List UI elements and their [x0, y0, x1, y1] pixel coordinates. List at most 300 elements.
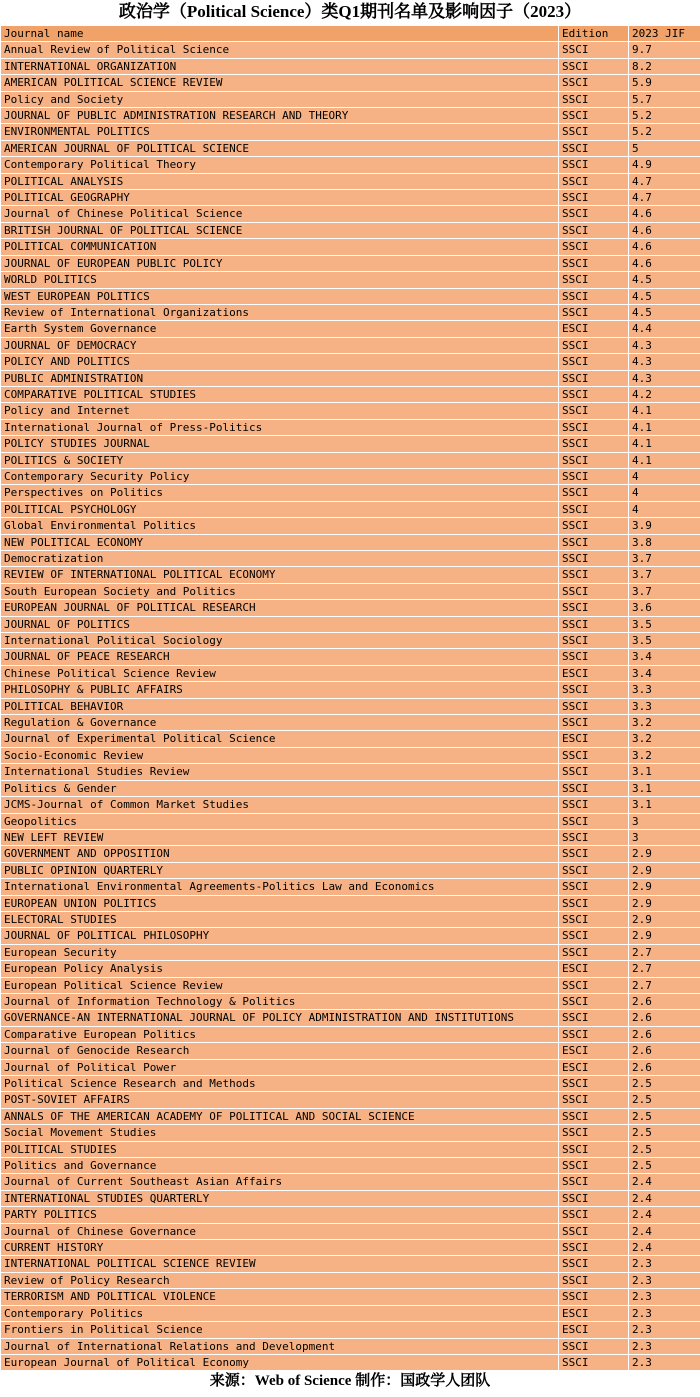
jif-cell: 3.2: [629, 748, 700, 763]
table-row: [1, 994, 700, 1009]
edition-cell: SSCI: [559, 1027, 628, 1042]
journal-name-cell: ELECTORAL STUDIES: [1, 912, 558, 927]
jif-cell: 2.4: [629, 1224, 700, 1239]
table-row: [1, 896, 700, 911]
jif-cell: 4.6: [629, 206, 700, 221]
journal-name-cell: PARTY POLITICS: [1, 1207, 558, 1222]
journal-name-cell: Earth System Governance: [1, 321, 558, 336]
journal-name-cell: European Political Science Review: [1, 978, 558, 993]
edition-cell: SSCI: [559, 190, 628, 205]
table-row: [1, 1355, 700, 1370]
page-title: 政治学（Political Science）类Q1期刊名单及影响因子（2023）: [118, 2, 582, 21]
edition-cell: SSCI: [559, 1355, 628, 1370]
table-row: [1, 764, 700, 779]
jif-cell: 4.7: [629, 174, 700, 189]
journal-name-cell: Journal of Genocide Research: [1, 1043, 558, 1058]
jif-cell: 2.9: [629, 912, 700, 927]
jif-cell: 3: [629, 814, 700, 829]
journal-name-cell: JOURNAL OF DEMOCRACY: [1, 338, 558, 353]
jif-cell: 3.9: [629, 518, 700, 533]
edition-cell: SSCI: [559, 1224, 628, 1239]
table-row: [1, 1043, 700, 1058]
journal-name-cell: CURRENT HISTORY: [1, 1240, 558, 1255]
table-row: [1, 272, 700, 287]
table-row: [1, 1060, 700, 1075]
edition-cell: SSCI: [559, 1174, 628, 1189]
journal-name-cell: Comparative European Politics: [1, 1027, 558, 1042]
journal-name-cell: BRITISH JOURNAL OF POLITICAL SCIENCE: [1, 223, 558, 238]
edition-cell: SSCI: [559, 141, 628, 156]
table-row: [1, 928, 700, 943]
edition-cell: SSCI: [559, 305, 628, 320]
edition-cell: SSCI: [559, 354, 628, 369]
jif-cell: 2.4: [629, 1191, 700, 1206]
jif-cell: 2.3: [629, 1339, 700, 1354]
table-header-row: [1, 26, 700, 41]
jif-cell: 4.5: [629, 305, 700, 320]
jif-cell: 2.6: [629, 1027, 700, 1042]
journal-name-cell: Review of Policy Research: [1, 1273, 558, 1288]
jif-cell: 4.3: [629, 338, 700, 353]
jif-cell: 3.2: [629, 731, 700, 746]
edition-cell: SSCI: [559, 502, 628, 517]
jif-cell: 2.4: [629, 1174, 700, 1189]
jif-cell: 3.4: [629, 666, 700, 681]
edition-cell: SSCI: [559, 223, 628, 238]
edition-cell: SSCI: [559, 879, 628, 894]
table-row: [1, 731, 700, 746]
jif-cell: 3: [629, 830, 700, 845]
table-row: [1, 1109, 700, 1124]
jif-cell: 2.4: [629, 1207, 700, 1222]
edition-cell: SSCI: [559, 420, 628, 435]
table-row: [1, 699, 700, 714]
jif-cell: 2.5: [629, 1109, 700, 1124]
edition-cell: SSCI: [559, 1125, 628, 1140]
journal-name-cell: Journal of Political Power: [1, 1060, 558, 1075]
journal-name-cell: International Studies Review: [1, 764, 558, 779]
jif-cell: 2.5: [629, 1142, 700, 1157]
journal-name-cell: Chinese Political Science Review: [1, 666, 558, 681]
edition-cell: SSCI: [559, 453, 628, 468]
journal-name-cell: POLITICAL COMMUNICATION: [1, 239, 558, 254]
table-row: [1, 1191, 700, 1206]
journal-name-cell: PUBLIC OPINION QUARTERLY: [1, 863, 558, 878]
edition-cell: ESCI: [559, 1322, 628, 1337]
jif-cell: 5.2: [629, 124, 700, 139]
edition-cell: SSCI: [559, 387, 628, 402]
jif-cell: 4.1: [629, 436, 700, 451]
journal-name-cell: Contemporary Politics: [1, 1306, 558, 1321]
table-row: [1, 961, 700, 976]
journal-name-cell: POLITICAL BEHAVIOR: [1, 699, 558, 714]
edition-cell: SSCI: [559, 338, 628, 353]
edition-cell: SSCI: [559, 272, 628, 287]
jif-cell: 2.4: [629, 1240, 700, 1255]
edition-cell: SSCI: [559, 124, 628, 139]
journal-name-cell: INTERNATIONAL ORGANIZATION: [1, 59, 558, 74]
jif-cell: 3.8: [629, 535, 700, 550]
edition-cell: SSCI: [559, 912, 628, 927]
edition-cell: ESCI: [559, 666, 628, 681]
table-row: [1, 223, 700, 238]
table-row: [1, 420, 700, 435]
journal-name-cell: Review of International Organizations: [1, 305, 558, 320]
jif-cell: 2.3: [629, 1322, 700, 1337]
edition-cell: SSCI: [559, 1158, 628, 1173]
table-row: [1, 469, 700, 484]
table-row: [1, 1092, 700, 1107]
jif-cell: 2.6: [629, 1060, 700, 1075]
jif-cell: 2.9: [629, 846, 700, 861]
edition-cell: SSCI: [559, 1273, 628, 1288]
table-row: [1, 518, 700, 533]
jif-cell: 4: [629, 469, 700, 484]
table-row: [1, 206, 700, 221]
column-header-edition: Edition: [559, 26, 628, 41]
journal-name-cell: Policy and Internet: [1, 403, 558, 418]
jif-cell: 2.9: [629, 928, 700, 943]
journal-name-cell: POLITICS & SOCIETY: [1, 453, 558, 468]
jif-cell: 2.5: [629, 1076, 700, 1091]
edition-cell: SSCI: [559, 945, 628, 960]
table-row: [1, 1174, 700, 1189]
table-row: [1, 485, 700, 500]
jif-cell: 4.2: [629, 387, 700, 402]
table-row: [1, 1339, 700, 1354]
journal-name-cell: WORLD POLITICS: [1, 272, 558, 287]
journal-name-cell: Frontiers in Political Science: [1, 1322, 558, 1337]
table-row: [1, 715, 700, 730]
jif-cell: 3.3: [629, 682, 700, 697]
journal-name-cell: Social Movement Studies: [1, 1125, 558, 1140]
jif-cell: 4.3: [629, 354, 700, 369]
journal-name-cell: AMERICAN POLITICAL SCIENCE REVIEW: [1, 75, 558, 90]
edition-cell: SSCI: [559, 617, 628, 632]
edition-cell: SSCI: [559, 584, 628, 599]
journal-name-cell: EUROPEAN UNION POLITICS: [1, 896, 558, 911]
journal-name-cell: POLITICAL STUDIES: [1, 1142, 558, 1157]
edition-cell: SSCI: [559, 469, 628, 484]
edition-cell: SSCI: [559, 764, 628, 779]
table-row: [1, 75, 700, 90]
journal-name-cell: ANNALS OF THE AMERICAN ACADEMY OF POLITICAL AND SOCIAL SCIENCE: [1, 1109, 558, 1124]
jif-cell: 3.7: [629, 551, 700, 566]
edition-cell: SSCI: [559, 42, 628, 57]
edition-cell: ESCI: [559, 1060, 628, 1075]
jif-cell: 5.7: [629, 92, 700, 107]
journal-name-cell: JOURNAL OF PEACE RESEARCH: [1, 649, 558, 664]
jif-cell: 4.6: [629, 223, 700, 238]
table-row: [1, 92, 700, 107]
jif-cell: 2.5: [629, 1125, 700, 1140]
edition-cell: SSCI: [559, 436, 628, 451]
journal-name-cell: Annual Review of Political Science: [1, 42, 558, 57]
edition-cell: SSCI: [559, 748, 628, 763]
journal-name-cell: JOURNAL OF EUROPEAN PUBLIC POLICY: [1, 256, 558, 271]
jif-cell: 8.2: [629, 59, 700, 74]
edition-cell: SSCI: [559, 92, 628, 107]
journal-name-cell: AMERICAN JOURNAL OF POLITICAL SCIENCE: [1, 141, 558, 156]
journal-name-cell: European Policy Analysis: [1, 961, 558, 976]
table-row: [1, 190, 700, 205]
jif-cell: 4.1: [629, 453, 700, 468]
table-row: [1, 174, 700, 189]
journal-name-cell: WEST EUROPEAN POLITICS: [1, 289, 558, 304]
journal-name-cell: POST-SOVIET AFFAIRS: [1, 1092, 558, 1107]
edition-cell: SSCI: [559, 403, 628, 418]
edition-cell: ESCI: [559, 1306, 628, 1321]
journal-name-cell: POLICY AND POLITICS: [1, 354, 558, 369]
table-row: [1, 846, 700, 861]
jif-cell: 2.6: [629, 1043, 700, 1058]
edition-cell: SSCI: [559, 1289, 628, 1304]
journal-name-cell: South European Society and Politics: [1, 584, 558, 599]
edition-cell: SSCI: [559, 830, 628, 845]
edition-cell: SSCI: [559, 649, 628, 664]
table-row: [1, 157, 700, 172]
edition-cell: SSCI: [559, 1092, 628, 1107]
table-row: [1, 371, 700, 386]
journal-name-cell: INTERNATIONAL STUDIES QUARTERLY: [1, 1191, 558, 1206]
jif-cell: 2.5: [629, 1158, 700, 1173]
table-row: [1, 305, 700, 320]
journal-name-cell: ENVIRONMENTAL POLITICS: [1, 124, 558, 139]
journal-table-body: [1, 42, 700, 1370]
edition-cell: SSCI: [559, 600, 628, 615]
edition-cell: SSCI: [559, 59, 628, 74]
jif-cell: 2.9: [629, 879, 700, 894]
table-row: [1, 600, 700, 615]
jif-cell: 9.7: [629, 42, 700, 57]
journal-name-cell: Journal of Experimental Political Science: [1, 731, 558, 746]
jif-cell: 3.2: [629, 715, 700, 730]
journal-name-cell: COMPARATIVE POLITICAL STUDIES: [1, 387, 558, 402]
edition-cell: SSCI: [559, 633, 628, 648]
jif-cell: 3.1: [629, 781, 700, 796]
edition-cell: SSCI: [559, 699, 628, 714]
jif-cell: 2.3: [629, 1355, 700, 1370]
edition-cell: SSCI: [559, 239, 628, 254]
jif-cell: 2.3: [629, 1289, 700, 1304]
jif-cell: 2.7: [629, 945, 700, 960]
journal-name-cell: JOURNAL OF PUBLIC ADMINISTRATION RESEARCH AND THEORY: [1, 108, 558, 123]
jif-cell: 4.5: [629, 289, 700, 304]
journal-name-cell: POLITICAL PSYCHOLOGY: [1, 502, 558, 517]
journal-name-cell: POLITICAL ANALYSIS: [1, 174, 558, 189]
edition-cell: SSCI: [559, 846, 628, 861]
table-row: [1, 649, 700, 664]
table-row: [1, 912, 700, 927]
edition-cell: SSCI: [559, 535, 628, 550]
edition-cell: SSCI: [559, 157, 628, 172]
jif-cell: 4: [629, 485, 700, 500]
edition-cell: SSCI: [559, 863, 628, 878]
edition-cell: SSCI: [559, 108, 628, 123]
edition-cell: SSCI: [559, 1010, 628, 1025]
table-row: [1, 863, 700, 878]
journal-name-cell: European Journal of Political Economy: [1, 1355, 558, 1370]
table-row: [1, 1256, 700, 1271]
table-row: [1, 141, 700, 156]
jif-cell: 2.6: [629, 994, 700, 1009]
edition-cell: ESCI: [559, 321, 628, 336]
edition-cell: SSCI: [559, 896, 628, 911]
journal-name-cell: POLITICAL GEOGRAPHY: [1, 190, 558, 205]
table-row: [1, 1207, 700, 1222]
jif-cell: 2.6: [629, 1010, 700, 1025]
jif-cell: 2.3: [629, 1256, 700, 1271]
journal-name-cell: Journal of International Relations and Development: [1, 1339, 558, 1354]
jif-cell: 4.6: [629, 239, 700, 254]
journal-name-cell: POLICY STUDIES JOURNAL: [1, 436, 558, 451]
journal-name-cell: PHILOSOPHY & PUBLIC AFFAIRS: [1, 682, 558, 697]
edition-cell: SSCI: [559, 1339, 628, 1354]
edition-cell: ESCI: [559, 731, 628, 746]
journal-name-cell: Perspectives on Politics: [1, 485, 558, 500]
table-row: [1, 1158, 700, 1173]
journal-name-cell: Journal of Chinese Governance: [1, 1224, 558, 1239]
journal-name-cell: JOURNAL OF POLITICS: [1, 617, 558, 632]
column-header-journal-name: Journal name: [1, 26, 558, 41]
table-row: [1, 978, 700, 993]
jif-cell: 3.4: [629, 649, 700, 664]
edition-cell: SSCI: [559, 928, 628, 943]
jif-cell: 2.7: [629, 961, 700, 976]
journal-name-cell: International Political Sociology: [1, 633, 558, 648]
table-row: [1, 1322, 700, 1337]
jif-cell: 4.4: [629, 321, 700, 336]
journal-name-cell: NEW POLITICAL ECONOMY: [1, 535, 558, 550]
edition-cell: SSCI: [559, 994, 628, 1009]
table-row: [1, 879, 700, 894]
journal-name-cell: European Security: [1, 945, 558, 960]
edition-cell: ESCI: [559, 961, 628, 976]
journal-name-cell: PUBLIC ADMINISTRATION: [1, 371, 558, 386]
table-row: [1, 124, 700, 139]
edition-cell: SSCI: [559, 256, 628, 271]
journal-name-cell: Contemporary Political Theory: [1, 157, 558, 172]
table-row: [1, 682, 700, 697]
journal-name-cell: EUROPEAN JOURNAL OF POLITICAL RESEARCH: [1, 600, 558, 615]
journal-name-cell: Regulation & Governance: [1, 715, 558, 730]
jif-cell: 3.5: [629, 633, 700, 648]
journal-name-cell: Journal of Current Southeast Asian Affairs: [1, 1174, 558, 1189]
journal-name-cell: Democratization: [1, 551, 558, 566]
table-row: [1, 551, 700, 566]
journal-name-cell: Contemporary Security Policy: [1, 469, 558, 484]
jif-cell: 4.1: [629, 403, 700, 418]
table-row: [1, 666, 700, 681]
journal-name-cell: Political Science Research and Methods: [1, 1076, 558, 1091]
journal-name-cell: Socio-Economic Review: [1, 748, 558, 763]
table-row: [1, 781, 700, 796]
journal-name-cell: JOURNAL OF POLITICAL PHILOSOPHY: [1, 928, 558, 943]
table-row: [1, 535, 700, 550]
table-row: [1, 1027, 700, 1042]
jif-cell: 4.5: [629, 272, 700, 287]
table-row: [1, 42, 700, 57]
table-row: [1, 436, 700, 451]
journal-name-cell: Geopolitics: [1, 814, 558, 829]
jif-cell: 4.9: [629, 157, 700, 172]
table-row: [1, 1289, 700, 1304]
jif-cell: 3.6: [629, 600, 700, 615]
jif-cell: 3.7: [629, 567, 700, 582]
table-row: [1, 830, 700, 845]
table-row: [1, 239, 700, 254]
table-row: [1, 1224, 700, 1239]
journal-name-cell: REVIEW OF INTERNATIONAL POLITICAL ECONOMY: [1, 567, 558, 582]
jif-cell: 3.7: [629, 584, 700, 599]
jif-cell: 4.7: [629, 190, 700, 205]
journal-name-cell: NEW LEFT REVIEW: [1, 830, 558, 845]
edition-cell: SSCI: [559, 1256, 628, 1271]
table-row: [1, 945, 700, 960]
table-row: [1, 1142, 700, 1157]
table-row: [1, 387, 700, 402]
table-row: [1, 289, 700, 304]
table-row: [1, 1010, 700, 1025]
table-row: [1, 567, 700, 582]
table-row: [1, 1306, 700, 1321]
table-row: [1, 584, 700, 599]
table-row: [1, 814, 700, 829]
edition-cell: SSCI: [559, 1076, 628, 1091]
journal-name-cell: International Environmental Agreements-Politics Law and Economics: [1, 879, 558, 894]
jif-cell: 3.3: [629, 699, 700, 714]
column-header-2023-jif: 2023 JIF: [629, 26, 700, 41]
jif-cell: 5.2: [629, 108, 700, 123]
table-row: [1, 748, 700, 763]
table-row: [1, 256, 700, 271]
jif-cell: 3.5: [629, 617, 700, 632]
edition-cell: SSCI: [559, 289, 628, 304]
edition-cell: SSCI: [559, 1191, 628, 1206]
jif-cell: 2.9: [629, 896, 700, 911]
jif-cell: 4.3: [629, 371, 700, 386]
table-row: [1, 633, 700, 648]
edition-cell: SSCI: [559, 797, 628, 812]
jif-cell: 3.1: [629, 797, 700, 812]
journal-name-cell: Global Environmental Politics: [1, 518, 558, 533]
journal-name-cell: Politics & Gender: [1, 781, 558, 796]
jif-cell: 4.1: [629, 420, 700, 435]
table-row: [1, 453, 700, 468]
journal-name-cell: GOVERNMENT AND OPPOSITION: [1, 846, 558, 861]
edition-cell: SSCI: [559, 206, 628, 221]
table-row: [1, 354, 700, 369]
table-row: [1, 108, 700, 123]
journal-name-cell: Policy and Society: [1, 92, 558, 107]
journal-table: [0, 25, 700, 1371]
table-row: [1, 1240, 700, 1255]
edition-cell: SSCI: [559, 781, 628, 796]
journal-name-cell: Journal of Chinese Political Science: [1, 206, 558, 221]
jif-cell: 3.1: [629, 764, 700, 779]
footer-credit: 来源：Web of Science 制作：国政学人团队: [209, 1373, 491, 1390]
jif-cell: 2.3: [629, 1306, 700, 1321]
jif-cell: 2.7: [629, 978, 700, 993]
edition-cell: SSCI: [559, 1142, 628, 1157]
table-row: [1, 338, 700, 353]
table-row: [1, 59, 700, 74]
journal-name-cell: GOVERNANCE-AN INTERNATIONAL JOURNAL OF POLICY ADMINISTRATION AND INSTITUTIONS: [1, 1010, 558, 1025]
edition-cell: SSCI: [559, 567, 628, 582]
table-row: [1, 321, 700, 336]
journal-name-cell: Journal of Information Technology & Politics: [1, 994, 558, 1009]
jif-cell: 4: [629, 502, 700, 517]
